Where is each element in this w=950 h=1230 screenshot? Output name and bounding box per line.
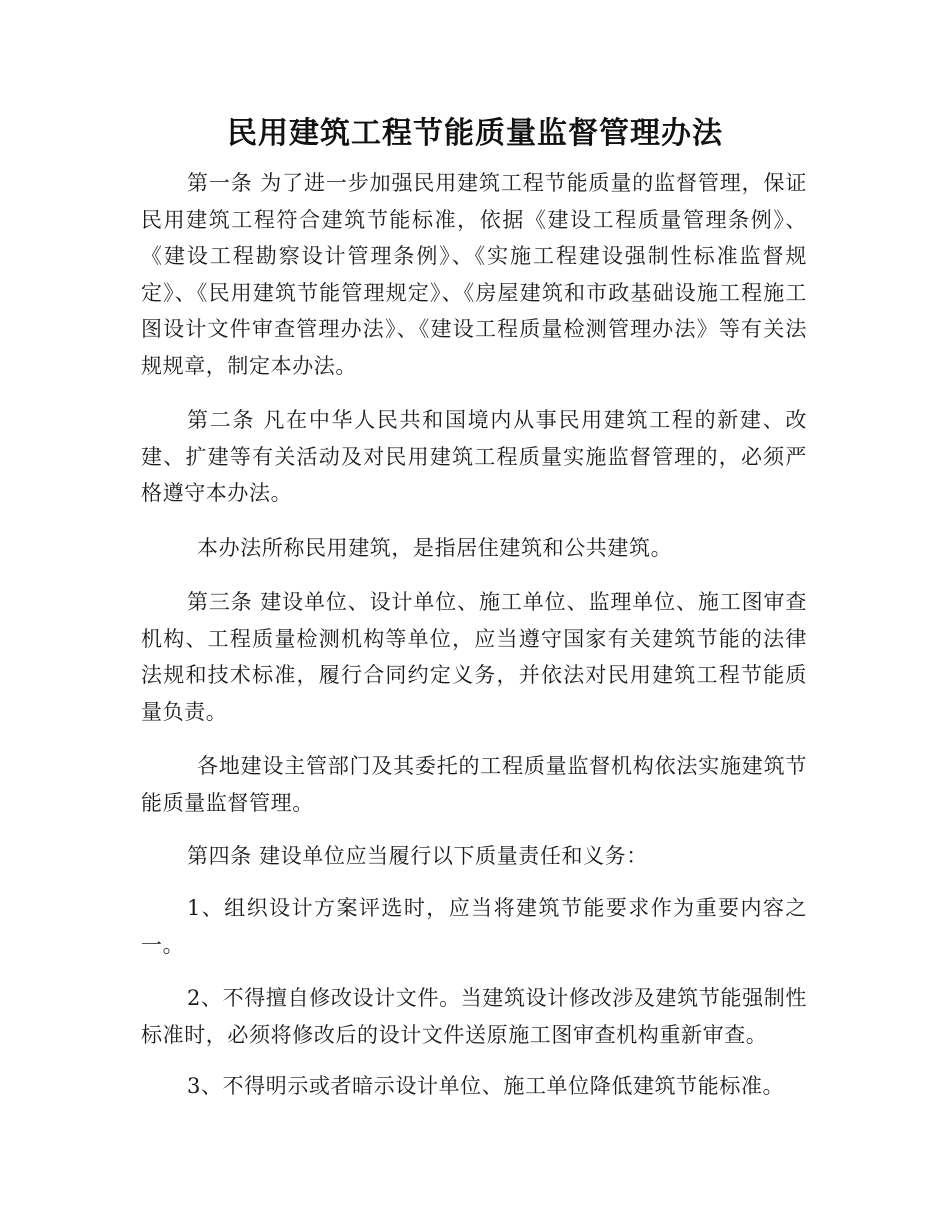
list-item-2: 2、不得擅自修改设计文件。当建筑设计修改涉及建筑节能强制性标准时，必须将修改后的设计文件送原施工图审查机构重新审查。 [141,986,807,1047]
paragraph-definition: 本办法所称民用建筑，是指居住建筑和公共建筑。 [197,536,673,560]
list-item-1: 1、组织设计方案评选时，应当将建筑节能要求作为重要内容之一。 [141,896,807,957]
document-title: 民用建筑工程节能质量监督管理办法 [227,116,723,151]
paragraph-article-4: 第四条 建设单位应当履行以下质量责任和义务： [187,844,648,868]
list-item-3: 3、不得明示或者暗示设计单位、施工单位降低建筑节能标准。 [187,1074,785,1098]
paragraph-article-2: 第二条 凡在中华人民共和国境内从事民用建筑工程的新建、改建、扩建等有关活动及对民用建筑工程质量实施监督管理的，必须严格遵守本办法。 [141,408,807,505]
paragraph-article-3: 第三条 建设单位、设计单位、施工单位、监理单位、施工图审查机构、工程质量检测机构等单位，应当遵守国家有关建筑节能的法律法规和技术标准，履行合同约定义务，并依法对民用建筑工程节能质量负责。 [141,590,807,724]
paragraph-article-1: 第一条 为了进一步加强民用建筑工程节能质量的监督管理，保证民用建筑工程符合建筑节能标准，依据《建设工程质量管理条例》、《建设工程勘察设计管理条例》、《实施工程建设强制性标准监督规定》、《民用建筑节能管理规定》、《房屋建筑和市政基础设施工程施工图设计文件审查管理办法》、《建设工程质量检测管理办法》等有关法规规章，制定本办法。 [141,171,807,378]
paragraph-supervision: 各地建设主管部门及其委托的工程质量监督机构依法实施建筑节能质量监督管理。 [141,754,807,815]
